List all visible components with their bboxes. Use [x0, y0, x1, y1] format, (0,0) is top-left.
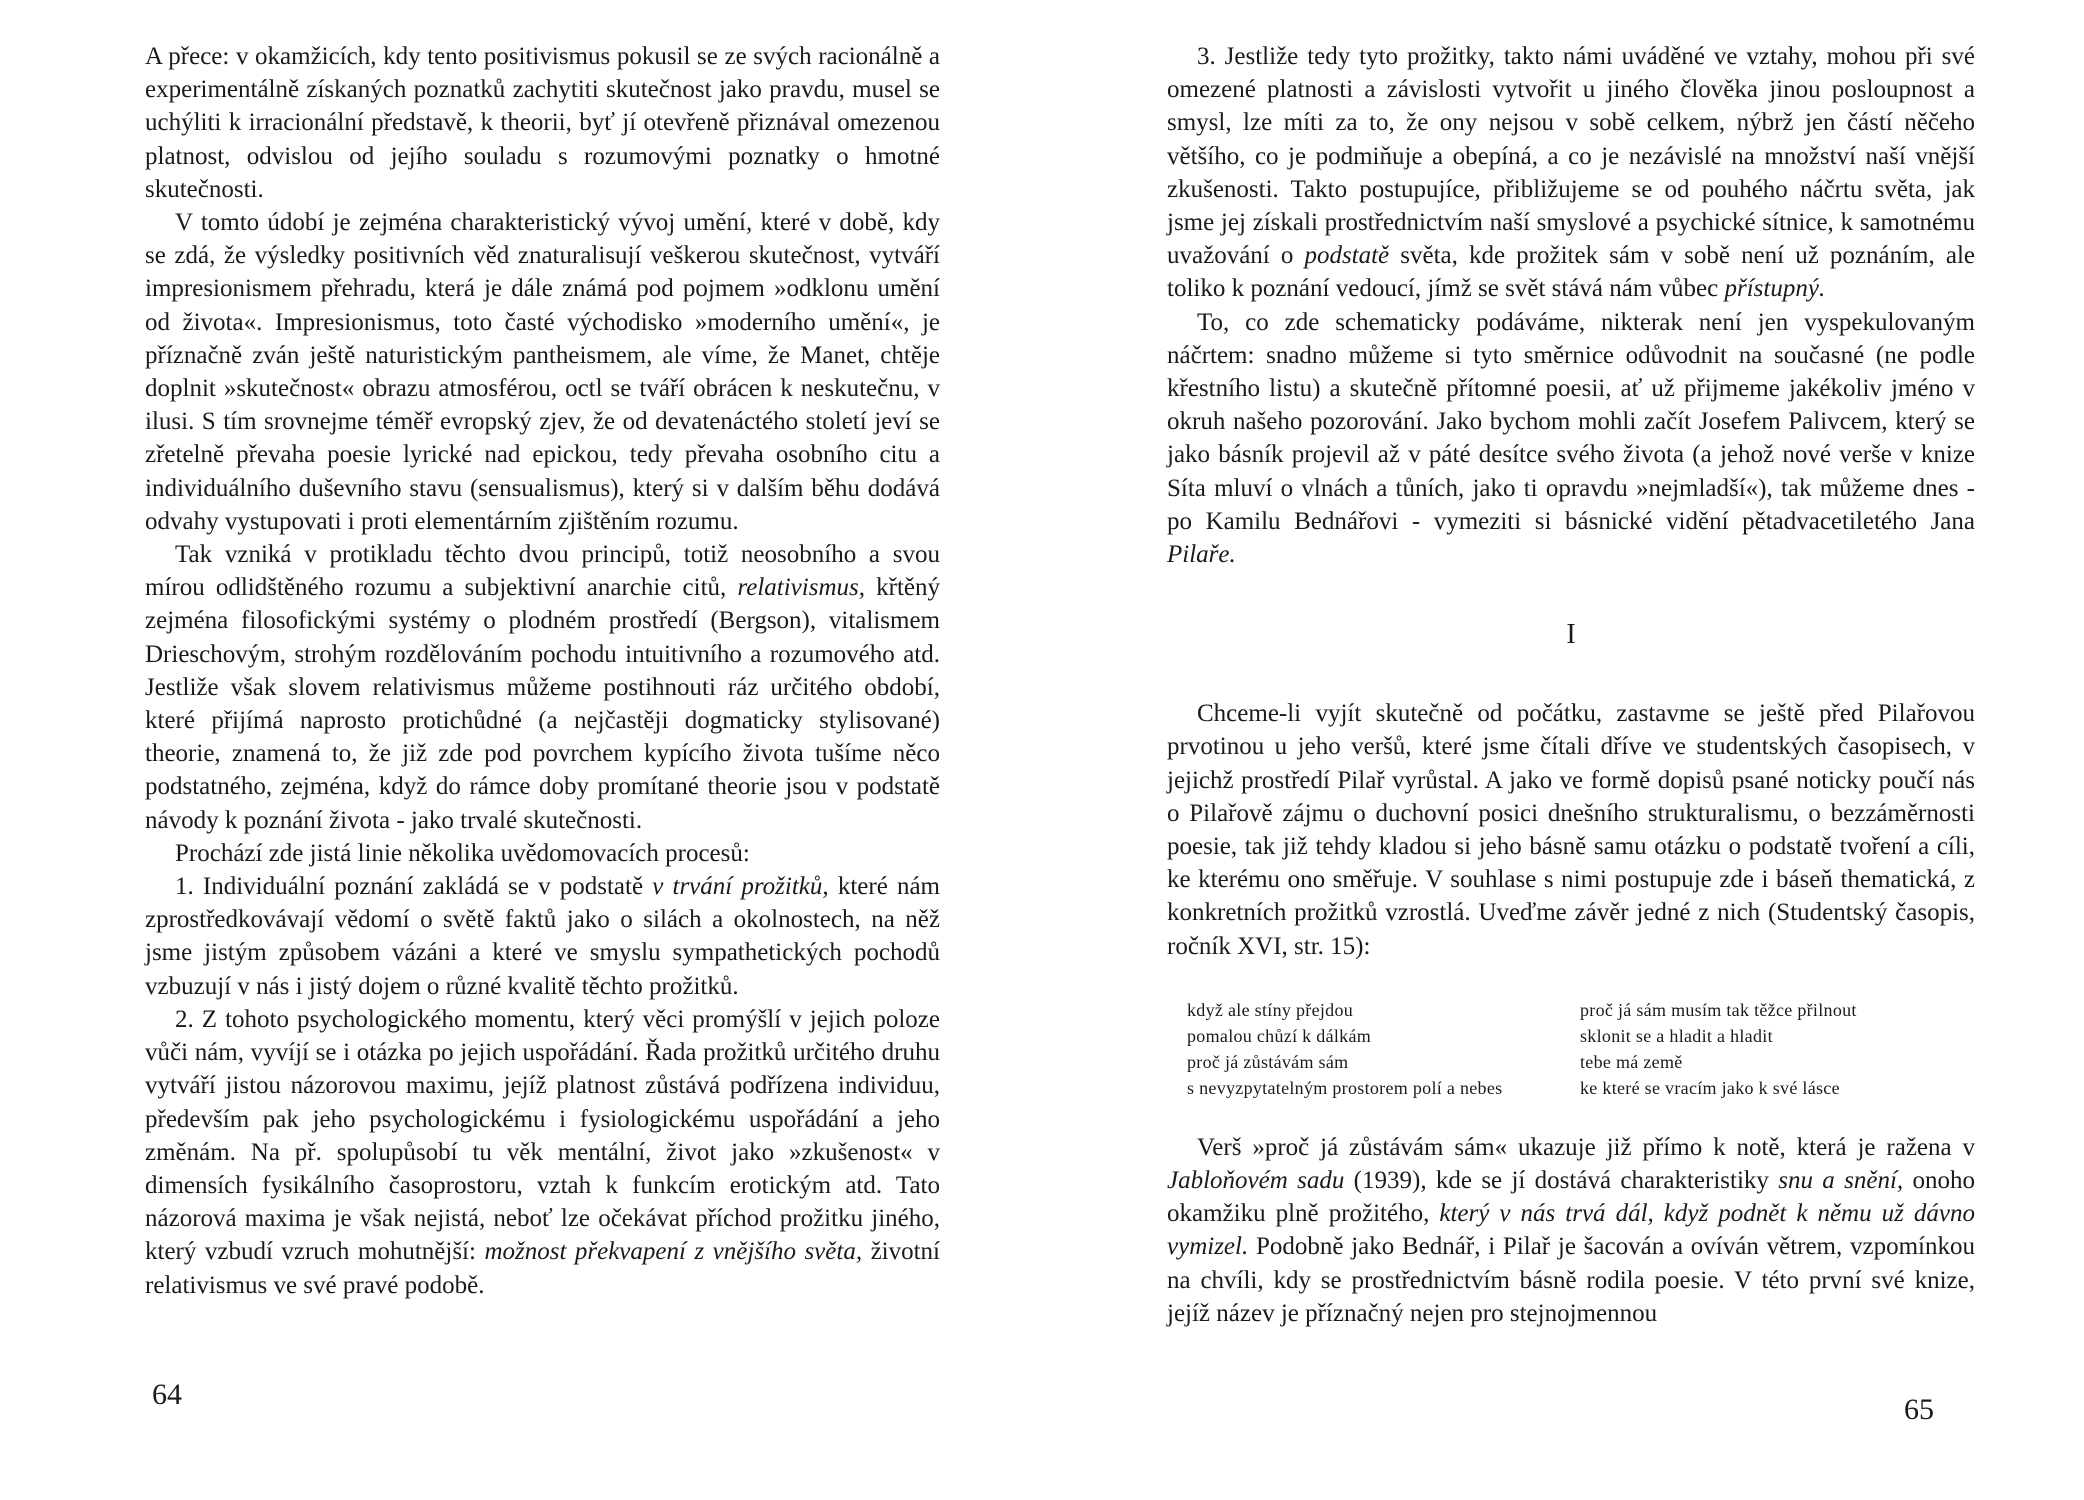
- text-run: Verš »proč já zůstávám sám« ukazuje již přímo k notě, která je ražena v: [1197, 1133, 1975, 1161]
- text-run: V tomto údobí je zejména charakteristický vývoj umění, které v době, kdy se zdá, že výsledky positivních věd znaturalisují veškerou skutečnost, vytváří impresionismem přehradu, která je dále známá pod pojmem »odklonu umění od života«. Impresionismus, toto časté východisko »moderního umění«, je příznačně zván ještě naturistickým pantheismem, ale víme, že Manet, chtěje doplnit »skutečnost« obrazu atmosférou, octl se tváří obrácen k neskutečnu, v ilusi. S tím srovnejme téměř evropský zjev, že od devatenáctého století jeví se zřetelně převaha poesie lyrické nad epickou, tedy převaha osobního citu a individuálního duševního stavu (sensualismus), který si v dalším běhu dodává odvahy vystupovati i proti elementárním zjištěním rozumu.: [145, 209, 940, 535]
- text-run: To, co zde schematicky podáváme, nikterak není jen vyspekulovaným náčrtem: snadno můžeme si tyto směrnice odůvodnit na současné (ne podle křestního listu) a skutečně přítomné poesii, ať už přijmeme jakékoliv jméno v okruh našeho pozorování. Jako bychom mohli začít Josefem Palivcem, který se jako básník projevil až v páté desítce svého života (a jehož nové verše v knize Síta mluví o vlnách a tůních, jako ti opravdu »nejmladší«), tak můžeme dnes - po Kamilu Bednářovi - vymeziti si básnické vidění pětadvacetiletého Jana: [1167, 308, 1975, 535]
- text-run: Chceme-li vyjít skutečně od počátku, zastavme se ještě před Pilařovou prvotinou u jeho veršů, které jsme čítali dříve ve studentských časopisech, v jejichž prostředí Pilař vyrůstal. A jako ve formě dopisů psané noticky poučí nás o Pilařově zájmu o duchovní posici dnešního strukturalismu, o bezzáměrnosti poesie, tak již tehdy kladou si jeho básně samu otázku o podstatě tvoření a cíli, ke kterému ono směřuje. V souhlase s nimi postupuje zde i báseň thematická, z konkretních prožitků vzrostlá. Uveďme závěr jedné z nich (Studentský časopis, ročník XVI, str. 15):: [1167, 700, 1975, 960]
- text-run: které nám zprostředkovávají vědomí o světě faktů jako o silách a okolnostech, na něž jsme jistým způsobem vázáni a které ve smyslu sympathetických pochodů vzbuzují v nás i jistý dojem o různé kvalitě těchto prožitků.: [145, 873, 940, 1000]
- text-run: (1939), kde se jí dostává charakteristiky: [1344, 1167, 1779, 1195]
- paragraph: [145, 40, 940, 206]
- poem-excerpt: [1187, 997, 1975, 1101]
- text-run: 2. Z tohoto psychologického momentu, který věci promýšlí v jejich poloze vůči nám, vyvíjí se i otázka po jejich uspořádání. Řada prožitků určitého druhu vytváří jistou názorovou maximu, jejíž platnost zůstává podřízena individuu, především pak jeho psychologickému i fysiologickému uspořádání a jeho změnám. Na př. spolupůsobí tu věk mentální, život jako »zkušenost« v dimensích fysikálního časoprostoru, vztah k funkcím erotickým atd. Tato názorová maxima je však nejistá, neboť lze očekávat příchod prožitku jiného, který vzbudí vzruch mohutnější:: [145, 1005, 940, 1266]
- poem-line: proč já sám musím tak těžce přilnout: [1580, 999, 1857, 1020]
- left-page-text: [145, 40, 940, 1302]
- paragraph: [145, 870, 940, 1003]
- right-page-text-top: [1167, 40, 1975, 571]
- poem-column-left: [1187, 997, 1580, 1101]
- text-run: křtěný zejména filosofickými systémy o plodném prostředí (Bergson), vitalismem Drieschovým, strohým rozdělováním pochodu intuitivního a rozumového atd. Jestliže však slovem relativismus můžeme postihnouti ráz určitého období, které přijímá naprosto protichůdné (a nejčastěji dogmaticky stylisované) theorie, znamená to, že již zde pod povrchem kypícího života tušíme něco podstatného, zejména, když do rámce doby promítané theorie jsou v podstatě návody k poznání života - jako trvalé skutečnosti.: [145, 574, 940, 834]
- text-run: 1. Individuální poznání zakládá se v podstatě: [175, 873, 653, 901]
- text-run: Podobně jako Bednář, i Pilař je šacován a ovíván větrem, vzpomínkou na chvíli, kdy se prostřednictvím básně rodila poesie. V této první své knize, jejíž název je příznačný nejen pro stejnojmennou: [1167, 1233, 1975, 1327]
- poem-line: s nevyzpytatelným prostorem polí a nebes: [1187, 1077, 1503, 1098]
- poem-line: pomalou chůzí k dálkám: [1187, 1025, 1372, 1046]
- text-run: životní relativismus ve své pravé podobě.: [145, 1238, 940, 1299]
- left-page: [145, 40, 940, 1302]
- italic-text: Jabloňovém sadu: [1167, 1167, 1345, 1195]
- italic-text: možnost překvapení z vnějšího světa,: [484, 1238, 863, 1266]
- right-page: [1167, 40, 1975, 1330]
- text-run: světa, kde prožitek sám v sobě není už poznáním, ale toliko k poznání vedoucí, jímž se svět stává nám vůbec: [1167, 242, 1975, 303]
- italic-text: v trvání prožitků,: [652, 873, 829, 901]
- right-page-text-bottom: [1167, 1131, 1975, 1330]
- text-run: A přece: v okamžicích, kdy tento positivismus pokusil se ze svých racionálně a experimentálně získaných poznatků zachytiti skutečnost jako pravdu, musel se uchýliti k irracionální představě, k theorii, byť jí otevřeně přiznával omezenou platnost, odvislou od jejího souladu s rozumovými poznatky o hmotné skutečnosti.: [145, 43, 940, 203]
- paragraph: [1167, 1131, 1975, 1330]
- paragraph: [145, 206, 940, 538]
- poem-column-right: [1580, 997, 1960, 1101]
- paragraph: [1167, 40, 1975, 306]
- page-number-left: 64: [152, 1378, 182, 1411]
- italic-text: který v nás trvá dál, když podnět k němu už dávno vymizel.: [1167, 1200, 1975, 1261]
- text-run: onoho okamžiku plně prožitého,: [1167, 1167, 1975, 1228]
- italic-text: podstatě: [1304, 242, 1390, 270]
- poem-line: sklonit se a hladit a hladit: [1580, 1025, 1773, 1046]
- paragraph: [145, 837, 940, 870]
- text-run: Tak vzniká v protikladu těchto dvou principů, totiž neosobního a svou mírou odlidštěného rozumu a subjektivní anarchie citů,: [145, 541, 940, 602]
- text-run: 3. Jestliže tedy tyto prožitky, takto námi uváděné ve vztahy, mohou při své omezené platnosti a závislosti vytvořit u jiného člověka jinou posloupnost a smysl, lze míti za to, že ony nejsou v sobě celkem, nýbrž jen částí něčeho většího, co je podmiňuje a obepíná, a co je nezávislé na množství naší vnější zkušenosti. Takto postupujíce, přibližujeme se od pouhého náčrtu světa, jak jsme jej získali prostřednictvím naší smyslové a psychické sítnice, k samotnému uvažování o: [1167, 43, 1975, 270]
- paragraph: [1167, 697, 1975, 963]
- right-page-text-mid: [1167, 697, 1975, 963]
- poem-line: ke které se vracím jako k své lásce: [1580, 1077, 1840, 1098]
- italic-text: snu a snění,: [1778, 1167, 1904, 1195]
- poem-line: tebe má země: [1580, 1051, 1683, 1072]
- italic-text: Pilaře.: [1167, 541, 1236, 569]
- paragraph: [145, 1003, 940, 1302]
- paragraph: [1167, 306, 1975, 572]
- paragraph: [145, 538, 940, 837]
- section-heading: I: [1566, 619, 1576, 651]
- text-run: Prochází zde jistá linie několika uvědomovacích procesů:: [175, 839, 750, 867]
- italic-text: přístupný.: [1724, 275, 1826, 303]
- poem-line: když ale stíny přejdou: [1187, 999, 1354, 1020]
- italic-text: relativismus,: [737, 574, 865, 602]
- page-number-right: 65: [1904, 1393, 1934, 1426]
- poem-line: proč já zůstávám sám: [1187, 1051, 1349, 1072]
